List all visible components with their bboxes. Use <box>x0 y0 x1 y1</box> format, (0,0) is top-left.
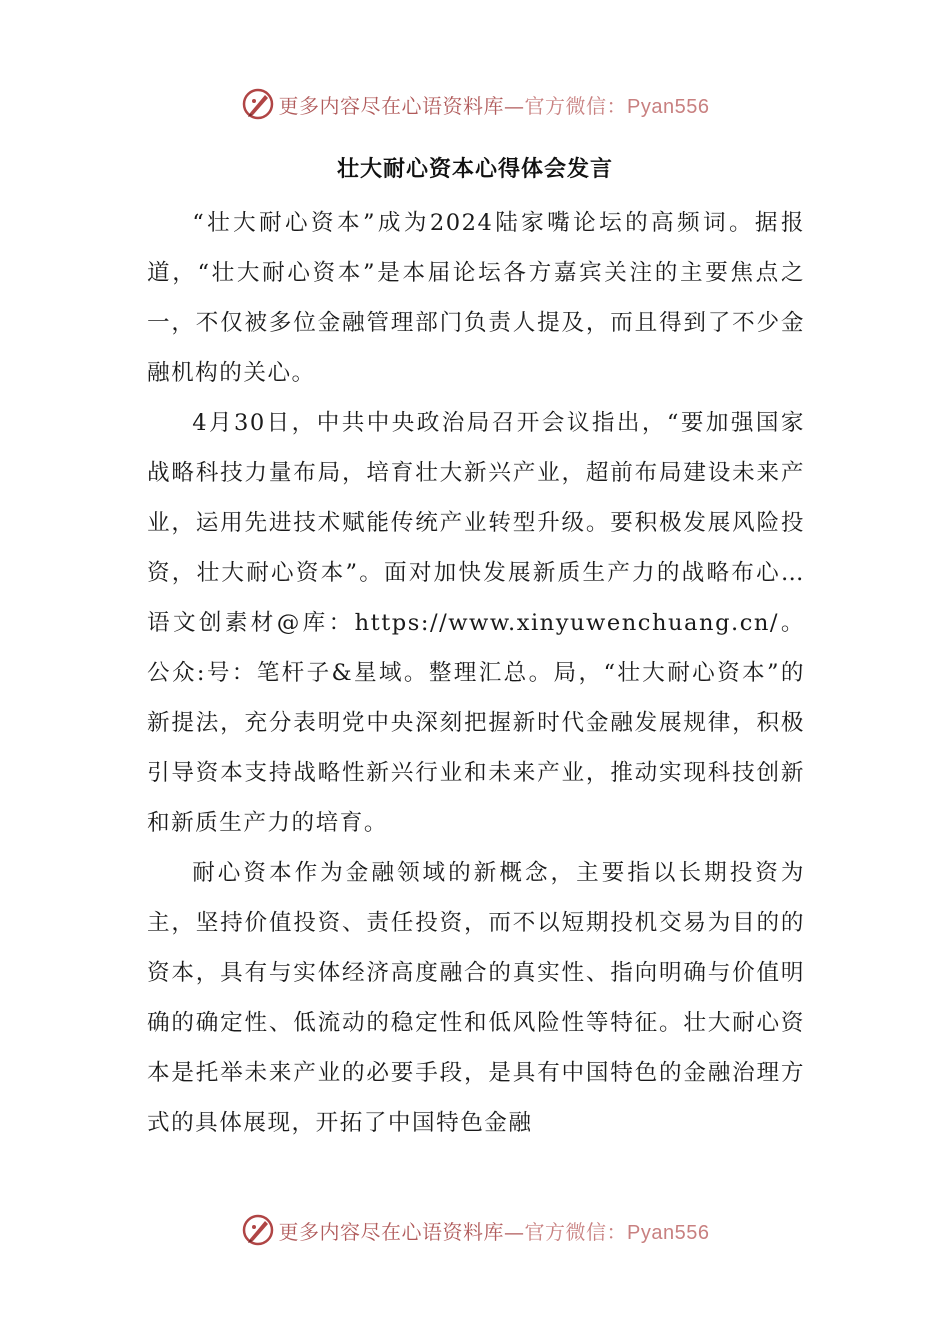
paragraph-1: “壮大耐心资本”成为2024陆家嘴论坛的高频词。据报道，“壮大耐心资本”是本届论坛各方嘉宾关注的主要焦点之一，不仅被多位金融管理部门负责人提及，而且得到了不少金融机构的关心。 <box>147 210 805 386</box>
header-banner <box>0 84 950 124</box>
wechat-id: Pyan556 <box>627 95 710 118</box>
pen-circle-logo-icon <box>241 1213 275 1247</box>
paragraph-2: 4月30日，中共中央政治局召开会议指出，“要加强国家战略科技力量布局，培育壮大新兴产业，超前布局建设未来产业，运用先进技术赋能传统产业转型升级。要积极发展风险投资，壮大耐心资本”。面对加快发展新质生产力的战略布心…语文创素材@库：https://www.xinyuwenchuang.cn/。公众:号：笔杆子&星域。整理汇总。局，“壮大耐心资本”的新提法，充分表明党中央深刻把握新时代金融发展规律，积极引导资本支持战略性新兴行业和未来产业，推动实现科技创新和新质生产力的培育。 <box>147 410 805 836</box>
footer-banner-text: 更多内容尽在心语资料库—官方微信：Pyan556 <box>278 1219 710 1244</box>
wechat-id: Pyan556 <box>627 1221 710 1244</box>
document-title: 壮大耐心资本心得体会发言 <box>336 157 613 182</box>
document-body <box>147 198 805 1148</box>
paragraph-3: 耐心资本作为金融领域的新概念，主要指以长期投资为主，坚持价值投资、责任投资，而不以短期投机交易为目的的资本，具有与实体经济高度融合的真实性、指向明确与价值明确的确定性、低流动的稳定性和低风险性等特征。壮大耐心资本是托举未来产业的必要手段，是具有中国特色的金融治理方式的具体展现，开拓了中国特色金融 <box>147 860 805 1136</box>
footer-banner <box>0 1210 950 1250</box>
pen-circle-logo-icon <box>241 87 275 121</box>
header-banner-text: 更多内容尽在心语资料库—官方微信：Pyan556 <box>278 93 710 118</box>
